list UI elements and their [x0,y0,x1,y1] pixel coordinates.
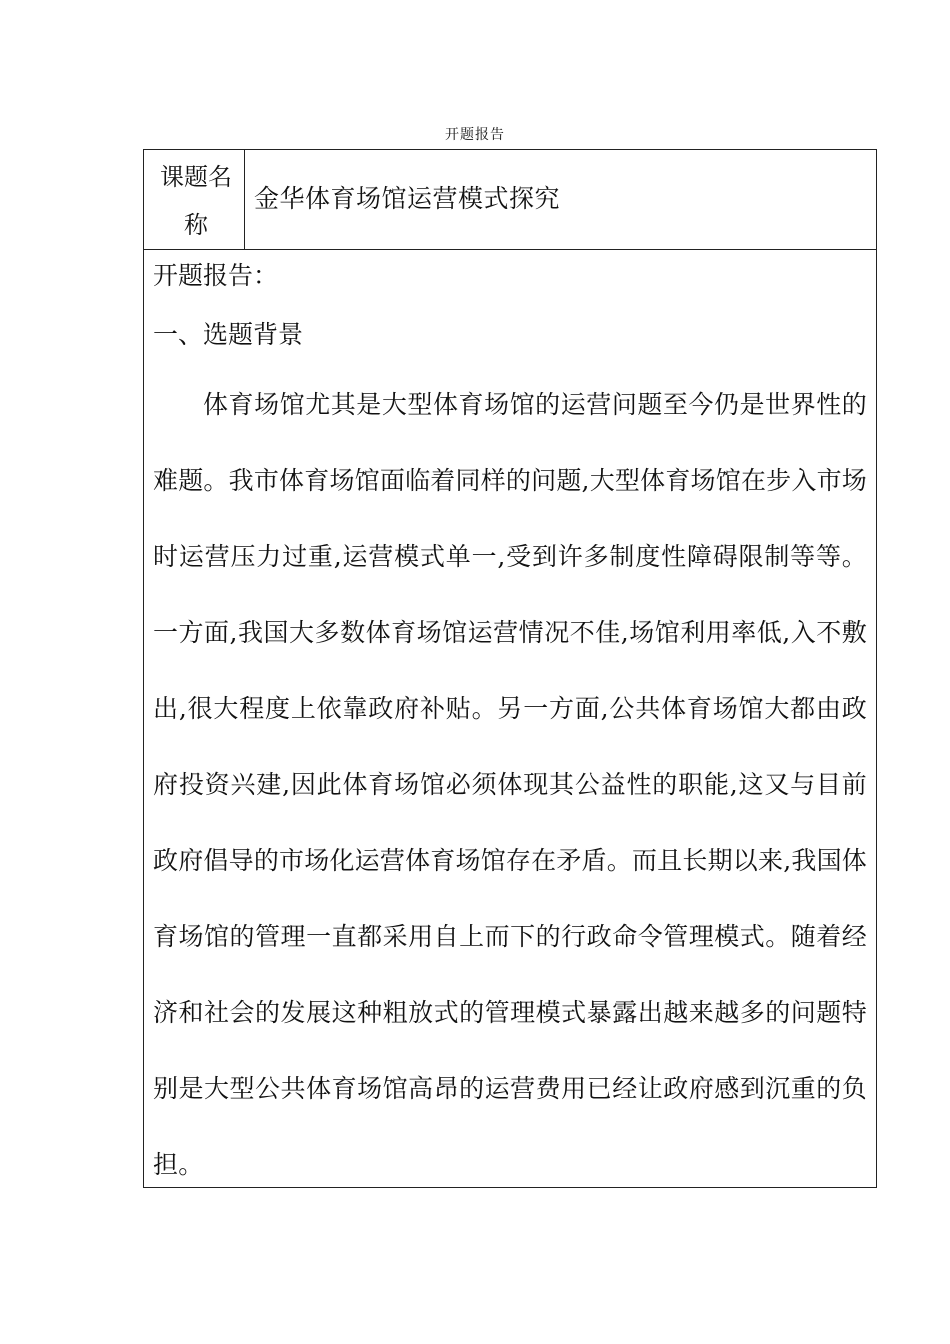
title-label: 课题名称 [144,150,245,249]
background-paragraph: 体育场馆尤其是大型体育场馆的运营问题至今仍是世界性的难题。我市体育场馆面临着同样的问题,大型体育场馆在步入市场时运营压力过重,运营模式单一,受到许多制度性障碍限制等等。一方面,我国大多数体育场馆运营情况不佳,场馆利用率低,入不敷出,很大程度上依靠政府补贴。另一方面,公共体育场馆大都由政府投资兴建,因此体育场馆必须体现其公益性的职能,这又与目前政府倡导的市场化运营体育场馆存在矛盾。而且长期以来,我国体育场馆的管理一直都采用自上而下的行政命令管理模式。随着经济和社会的发展这种粗放式的管理模式暴露出越来越多的问题特别是大型公共体育场馆高昂的运营费用已经让政府感到沉重的负担。 [153,390,867,1179]
report-table [143,149,877,1188]
report-body-cell [144,250,876,1203]
page-header-caption: 开题报告 [445,127,505,143]
report-heading: 开题报告： [153,261,279,290]
title-value: 金华体育场馆运营模式探究 [254,184,561,213]
section-heading: 一、选题背景 [153,320,304,349]
title-row [144,150,876,250]
